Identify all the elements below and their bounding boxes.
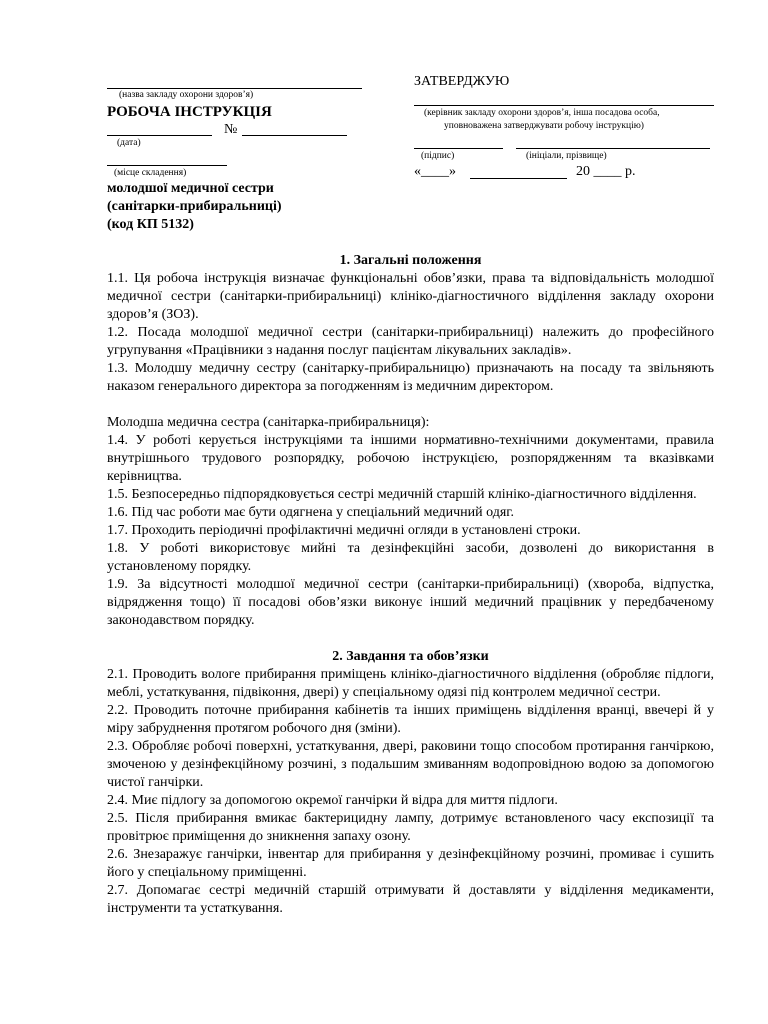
place-line bbox=[107, 165, 227, 166]
head-caption-line-2: уповноважена затверджувати робочу інструкцію) bbox=[444, 121, 644, 131]
document-body bbox=[107, 252, 714, 918]
clause-1-2: 1.2. Посада молодшої медичної сестри (санітарки-прибиральниці) належить до професійного угрупування «Працівники з надання послуг пацієнтам лікувальних закладів». bbox=[107, 325, 714, 358]
institution-caption: (назва закладу охорони здоров’я) bbox=[119, 90, 254, 100]
clause-2-1: 2.1. Проводить вологе прибирання приміщень клініко-діагностичного відділення (обробляє підлоги, меблі, устаткування, підвіконня, двері) у спеціальному одязі під контролем медичної сестри. bbox=[107, 667, 714, 700]
clause-1-4: 1.4. У роботі керується інструкціями та іншими нормативно-технічними документами, правила внутрішнього трудового розпорядку, робочою інструкцією, розпорядженням та вказівками керівництва. bbox=[107, 433, 714, 484]
clause-2-7: 2.7. Допомагає сестрі медичній старшій отримувати й доставляти у відділення медикаменти, інструменти та устаткування. bbox=[107, 883, 714, 916]
position-line-2: (санітарки-прибиральниці) bbox=[107, 199, 282, 214]
initials-caption: (ініціали, прізвище) bbox=[526, 151, 607, 161]
clause-1-1: 1.1. Ця робоча інструкція визначає функціональні обов’язки, права та відповідальність молодшої медичної сестри (санітарки-прибиральниці) клініко-діагностичного відділення закладу охорони здоров’я (ЗОЗ). bbox=[107, 271, 714, 322]
signature-line bbox=[414, 148, 503, 149]
clause-1-7: 1.7. Проходить періодичні профілактичні медичні огляди в установлені строки. bbox=[107, 523, 581, 538]
clause-1-3: 1.3. Молодшу медичну сестру (санітарку-прибиральницю) призначають на посаду та звільняють наказом генерального директора за погодженням із медичним директором. bbox=[107, 361, 714, 394]
initials-line bbox=[516, 148, 710, 149]
signature-caption: (підпис) bbox=[421, 151, 455, 161]
institution-name-line bbox=[107, 88, 362, 89]
approve-label: ЗАТВЕРДЖУЮ bbox=[414, 74, 510, 89]
position-line-3: (код КП 5132) bbox=[107, 217, 194, 232]
clause-2-3: 2.3. Обробляє робочі поверхні, устаткування, двері, раковини тощо способом протирання ганчіркою, змоченою у дезінфекційному розчині, з подальшим змиванням водопровідною водою за допомогою чистої ганчірки. bbox=[107, 739, 714, 790]
approval-year: 20 ____ р. bbox=[576, 164, 636, 179]
date-line bbox=[107, 135, 212, 136]
position-line-1: молодшої медичної сестри bbox=[107, 181, 274, 196]
number-line bbox=[242, 135, 347, 136]
clause-2-6: 2.6. Знезаражує ганчірки, інвентар для прибирання у дезінфекційному розчині, промиває і сушить його у спеціальному приміщенні. bbox=[107, 847, 714, 880]
clause-2-5: 2.5. Після прибирання вмикає бактерицидну лампу, дотримує встановленого часу експозиції та провітрює приміщення до зникнення запаху озону. bbox=[107, 811, 714, 844]
place-caption: (місце складення) bbox=[114, 168, 187, 178]
number-sign: № bbox=[224, 122, 238, 137]
spacer bbox=[107, 630, 714, 648]
head-caption-line-1: (керівник закладу охорони здоров’я, інша посадова особа, bbox=[424, 108, 660, 118]
date-caption: (дата) bbox=[117, 138, 141, 148]
approval-month-line bbox=[470, 178, 567, 179]
spacer bbox=[107, 396, 714, 414]
clause-1-8: 1.8. У роботі використовує мийні та дезінфекційні засоби, дозволені до використання в установленому порядку. bbox=[107, 541, 714, 574]
head-line bbox=[414, 105, 714, 106]
clause-1-9: 1.9. За відсутності молодшої медичної сестри (санітарки-прибиральниці) (хвороба, відпустка, відрядження тощо) її посадові обов’язки виконує інший медичний працівник у передбаченому законодавством порядку. bbox=[107, 577, 714, 628]
clause-2-2: 2.2. Проводить поточне прибирання кабінетів та інших приміщень відділення вранці, ввечері й у міру забруднення протягом робочого дня (зміни). bbox=[107, 703, 714, 736]
approval-day: «____» bbox=[414, 164, 456, 179]
clause-2-4: 2.4. Миє підлогу за допомогою окремої ганчірки й відра для миття підлоги. bbox=[107, 793, 558, 808]
duties-intro: Молодша медична сестра (санітарка-прибиральниця): bbox=[107, 415, 430, 430]
clause-1-5: 1.5. Безпосередньо підпорядковується сестрі медичній старшій клініко-діагностичного відділення. bbox=[107, 487, 697, 502]
section-1-heading: 1. Загальні положення bbox=[339, 253, 482, 268]
doc-title: РОБОЧА ІНСТРУКЦІЯ bbox=[107, 104, 272, 120]
clause-1-6: 1.6. Під час роботи має бути одягнена у спеціальний медичний одяг. bbox=[107, 505, 514, 520]
section-2-heading: 2. Завдання та обов’язки bbox=[332, 649, 489, 664]
